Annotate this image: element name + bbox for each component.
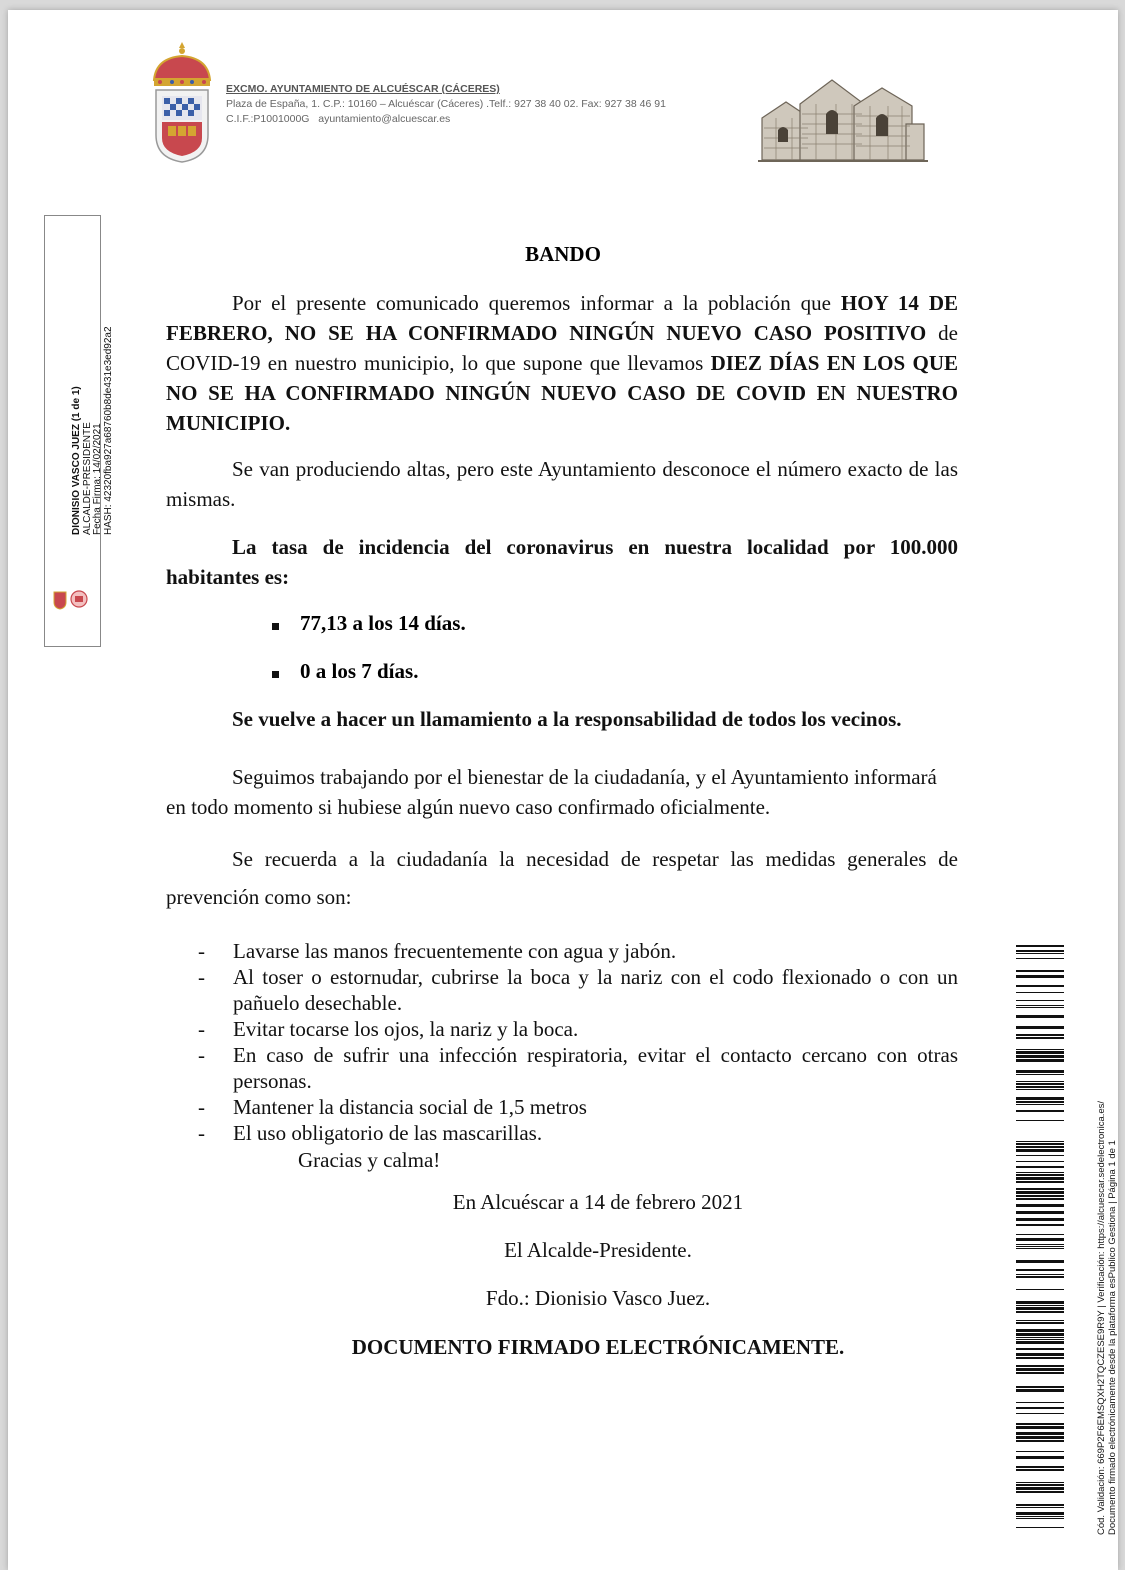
- verification-text: [1096, 1101, 1118, 1535]
- org-email: ayuntamiento@alcuescar.es: [318, 113, 451, 125]
- signer-role: El Alcalde-Presidente.: [504, 1238, 692, 1262]
- church-illustration: [756, 68, 928, 164]
- bullet-square-icon: [272, 671, 279, 678]
- org-name: EXCMO. AYUNTAMIENTO DE ALCUÉSCAR (CÁCERES): [226, 83, 500, 95]
- paragraph-measures-intro: Se recuerda a la ciudadanía la necesidad de respetar las medidas generales de prevención como son:: [166, 847, 958, 909]
- closing-text: Gracias y calma!: [298, 1148, 441, 1172]
- paragraph-discharges: Se van produciendo altas, pero este Ayuntamiento desconoce el número exacto de las mismas.: [166, 457, 958, 511]
- signer-role-small: ALCALDE-PRESIDENTE: [81, 422, 93, 535]
- paragraph-incidence: La tasa de incidencia del coronavirus en nuestra localidad por 100.000 habitantes es:: [166, 535, 958, 589]
- measures-list: [198, 938, 958, 1146]
- p1-highlight-days: DIEZ DÍAS EN LOS QUE NO SE HA CONFIRMADO NINGÚN NUEVO CASO DE COVID EN NUESTRO MUNICIPIO.: [166, 351, 959, 435]
- org-cif: C.I.F.:P1001000G: [226, 113, 310, 125]
- signer-name: DIONISIO VASCO JUEZ (1 de 1): [71, 386, 82, 535]
- signer-name-line: Fdo.: Dionisio Vasco Juez.: [485, 1286, 711, 1310]
- incidence-14-days: 77,13 a los 14 días.: [300, 611, 466, 635]
- p1-highlight-today: HOY 14 DE FEBRERO, NO SE HA CONFIRMADO NINGÚN NUEVO CASO POSITIVO: [166, 291, 959, 345]
- verification-line-1: Cód. Validación: 669P2F6EMSQXH2TQCZESE9R9Y | Verificación: https://alcuescar.sedelectronica.es/: [1096, 1100, 1107, 1535]
- verification-line-2: Documento firmado electrónicamente desde la plataforma esPublico Gestiona | Página 1 de 1: [1107, 1140, 1118, 1535]
- document-page: [8, 10, 1118, 1570]
- document-title: BANDO: [525, 242, 601, 266]
- paragraph-announcement: [166, 288, 958, 438]
- bullet-square-icon: [272, 623, 279, 630]
- p1-intro: Por el presente comunicado queremos informar a la población que: [232, 291, 841, 315]
- list-item: - Mantener la distancia social de 1,5 metros: [198, 1094, 958, 1120]
- list-item: - Lavarse las manos frecuentemente con agua y jabón.: [198, 938, 958, 964]
- paragraph-wellbeing: Seguimos trabajando por el bienestar de la ciudadanía, y el Ayuntamiento informará en todo momento si hubiese algún nuevo caso confirmado oficialmente.: [166, 765, 937, 819]
- signed-note: DOCUMENTO FIRMADO ELECTRÓNICAMENTE.: [351, 1335, 845, 1359]
- barcode: [1016, 945, 1064, 1533]
- incidence-7-days: 0 a los 7 días.: [300, 659, 419, 683]
- list-item: - En caso de sufrir una infección respiratoria, evitar el contacto cercano con otras personas.: [198, 1042, 958, 1094]
- list-item: - Al toser o estornudar, cubrirse la boca y la nariz con el codo flexionado o con un pañuelo desechable.: [198, 964, 958, 1016]
- signature-date: Fecha Firma: 14/02/2021: [92, 423, 103, 535]
- list-item: - Evitar tocarse los ojos, la nariz y la boca.: [198, 1016, 958, 1042]
- place-date: En Alcuéscar a 14 de febrero 2021: [452, 1190, 744, 1214]
- letterhead: [226, 82, 666, 127]
- responsibility-call: Se vuelve a hacer un llamamiento a la responsabilidad de todos los vecinos.: [232, 707, 902, 731]
- signature-hash: HASH: 42320fba927a68760b8de431e3ed92a2: [102, 326, 114, 535]
- p1-middle: de COVID-19 en nuestro municipio, lo que supone que llevamos: [166, 321, 958, 375]
- org-address: Plaza de España, 1. C.P.: 10160 – Alcuéscar (Cáceres) .Telf.: 927 38 40 02. Fax: 927 38 46 91: [226, 98, 666, 110]
- signature-text: [72, 326, 114, 535]
- coat-of-arms-logo: [146, 40, 218, 165]
- list-item: - El uso obligatorio de las mascarillas.: [198, 1120, 958, 1146]
- small-seal-icon: [52, 588, 88, 610]
